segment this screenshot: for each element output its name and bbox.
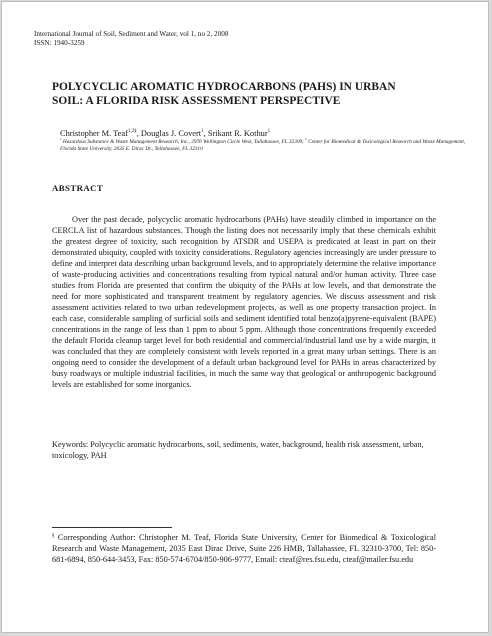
footnote-mark: § xyxy=(52,533,55,539)
paper-title xyxy=(52,80,452,108)
keywords: Keywords: Polycyclic aromatic hydrocarbons, soil, sediments, water, background, health risk assessment, urban, toxicology, PAH xyxy=(52,440,424,460)
journal-citation: International Journal of Soil, Sediment and Water, vol 1, no 2, 2008 xyxy=(34,30,229,38)
footnote-divider xyxy=(52,527,172,528)
author-teaf-affiliation-mark: 1,2§ xyxy=(127,129,137,135)
author-covert: , Douglas J. Covert xyxy=(136,129,202,138)
title-line-2: SOIL: A FLORIDA RISK ASSESSMENT PERSPECTIVE xyxy=(52,95,341,107)
footnote-text: Corresponding Author: Christopher M. Teaf, Florida State University, Center for Biomedical & Toxicological Research and Waste Management, 2035 East Dirac Drive, Suite 226 HMB, Tallahassee, FL 32310-3700, Tel: 850-681-6894, 850-644-3453, Fax: 850-574-6704/850-906-9777, Email: cteaf@res.fsu.edu, cteaf@mailer.fsu.edu xyxy=(52,533,436,564)
affiliation-1-mark: 1 xyxy=(60,137,62,142)
journal-header xyxy=(34,30,464,48)
abstract-body: Over the past decade, polycyclic aromatic hydrocarbons (PAHs) have steadily climbed in importance on the CERCLA list of hazardous substances. Though the listing does not necessarily imply that these chemicals exhibit the greatest degree of toxicity, such recognition by ATSDR and USEPA is predicated at least in part on their demonstrated ubiquity, coupled with toxicity considerations. Regulatory agencies increasingly are under pressure to define and interpret data describing urban background levels, and to appropriately determine the relative importance of waste-producing activities and concentrations resulting from typical natural and/or human activity. Three case studies from Florida are presented that confirm the ubiquity of the PAHs at low levels, and that demonstrate the need for more sophisticated and transparent treatment by regulatory agencies. We discuss assessment and risk assessment activities related to two urban redevelopment projects, as well as one property transaction project. In each case, considerable sampling of surficial soils and sediment identified total benzo(a)pyrene-equivalent (BAPE) concentrations in the range of less than 1 ppm to about 5 ppm. Although those concentrations frequently exceeded the default Florida cleanup target level for both residential and commercial/industrial land use by a wide margin, it was concluded that they are completely consistent with levels reported in a great many urban settings. There is an ongoing need to consider the development of a default urban background level for PAHs in areas characterized by busy roadways or multiple industrial facilities, in much the same way that geological or anthropogenic background levels are established for some inorganics. xyxy=(52,215,436,389)
footnote xyxy=(52,532,436,565)
affiliation-1: Hazardous Substance & Waste Management Research, Inc., 2976 Wellington Circle West, Tallahassee, FL 32309; xyxy=(61,139,306,145)
affiliations xyxy=(60,139,470,153)
author-kothur-affiliation-mark: 1 xyxy=(267,129,271,135)
issn: ISSN: 1940-3259 xyxy=(34,39,85,47)
abstract-heading: ABSTRACT xyxy=(52,183,104,193)
paper-page xyxy=(1,1,489,633)
affiliation-2: Center for Biomedical & Toxicological Research and Waste Management, Florida State University, 2035 E. Dirac Dr., Tallahassee, FL 32310 xyxy=(60,139,466,153)
author-kothur: , Srikant R. Kothur xyxy=(203,129,268,138)
author-covert-affiliation-mark: 1 xyxy=(201,129,204,135)
title-line-1: POLYCYCLIC AROMATIC HYDROCARBONS (PAHS) IN URBAN xyxy=(52,81,396,93)
author-teaf: Christopher M. Teaf xyxy=(60,129,128,138)
affiliation-2-mark: 2 xyxy=(305,137,307,142)
